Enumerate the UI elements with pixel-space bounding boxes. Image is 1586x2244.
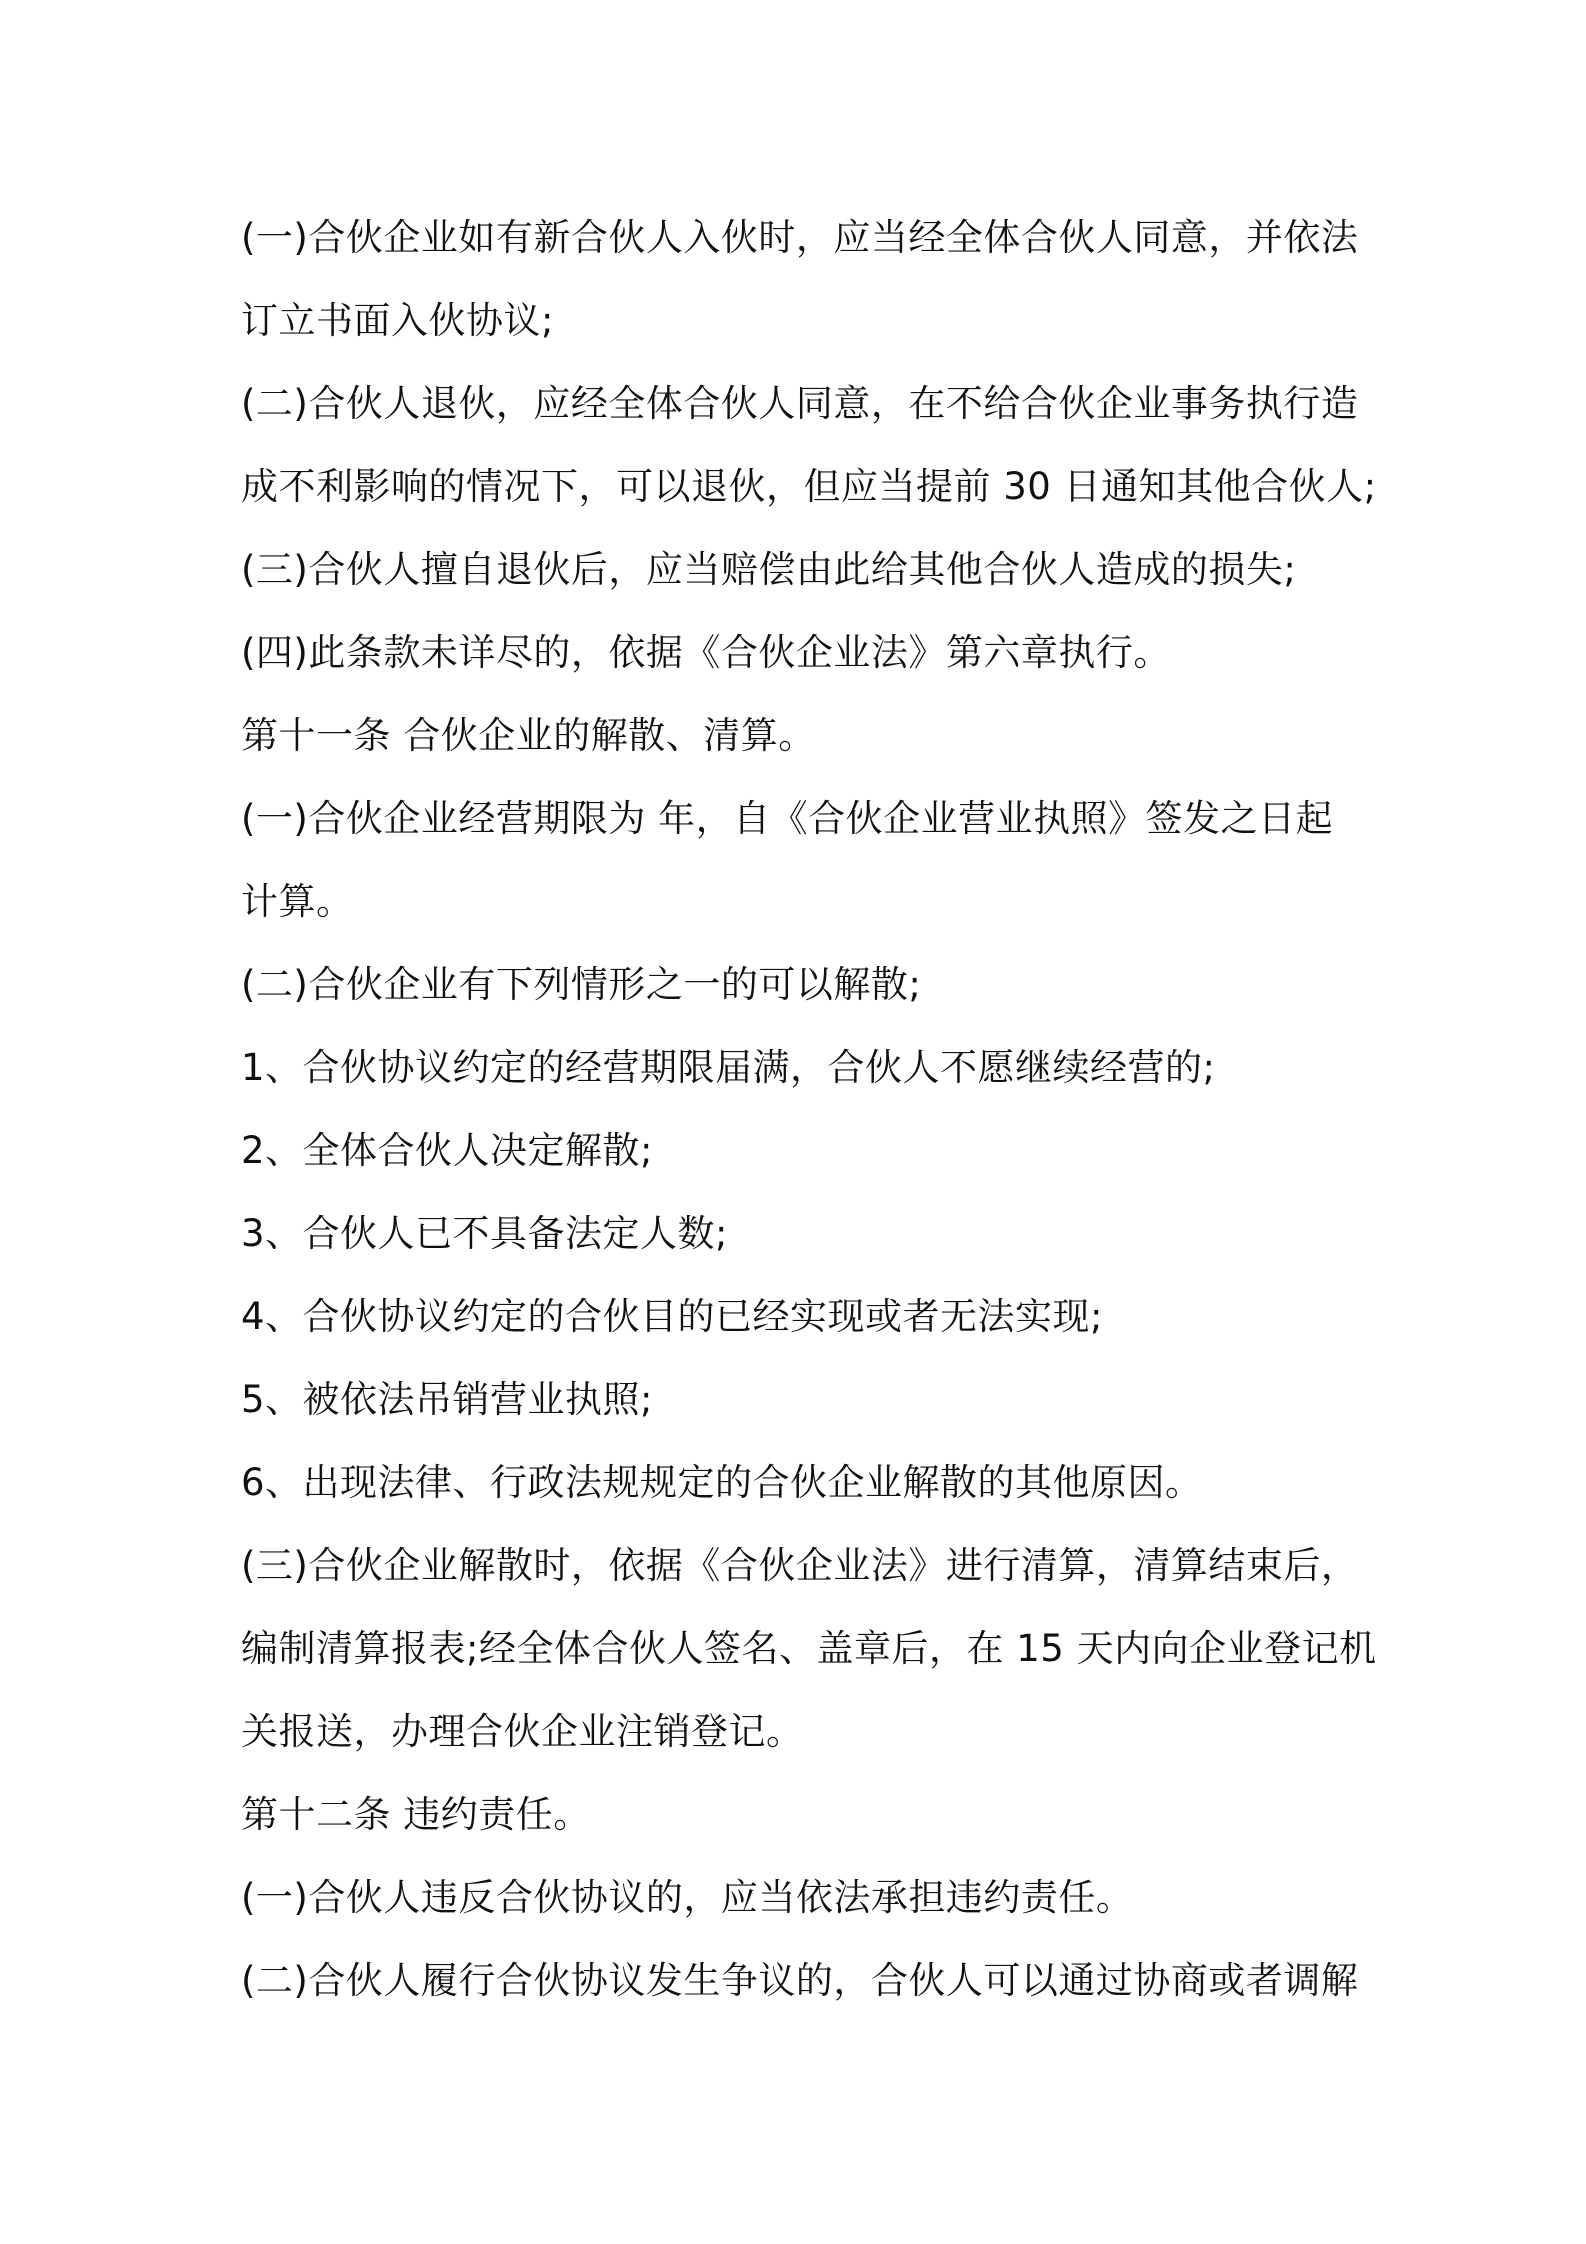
text-line: 关报送，办理合伙企业注销登记。 <box>241 1710 804 1753</box>
text-line: (二)合伙人退伙，应经全体合伙人同意，在不给合伙企业事务执行造 <box>241 382 1359 425</box>
text-line: 成不利影响的情况下，可以退伙，但应当提前 30 日通知其他合伙人; <box>241 465 1377 508</box>
text-line: (二)合伙人履行合伙协议发生争议的，合伙人可以通过协商或者调解 <box>241 1959 1359 2002</box>
text-line: (四)此条款未详尽的，依据《合伙企业法》第六章执行。 <box>241 631 1171 674</box>
text-line: (一)合伙人违反合伙协议的，应当依法承担违约责任。 <box>241 1876 1134 1919</box>
list-item: 6、出现法律、行政法规规定的合伙企业解散的其他原因。 <box>241 1461 1203 1504</box>
text-line: (三)合伙企业解散时，依据《合伙企业法》进行清算，清算结束后， <box>241 1544 1359 1587</box>
list-item: 5、被依法吊销营业执照; <box>241 1378 654 1421</box>
list-item: 2、全体合伙人决定解散; <box>241 1129 654 1172</box>
list-item: 3、合伙人已不具备法定人数; <box>241 1212 729 1255</box>
text-line: (一)合伙企业如有新合伙人入伙时，应当经全体合伙人同意，并依法 <box>241 216 1359 259</box>
text-line: (二)合伙企业有下列情形之一的可以解散; <box>241 963 922 1006</box>
section-heading: 第十一条 合伙企业的解散、清算。 <box>241 714 816 757</box>
section-heading: 第十二条 违约责任。 <box>241 1793 591 1836</box>
text-line: 编制清算报表;经全体合伙人签名、盖章后，在 15 天内向企业登记机 <box>241 1627 1377 1670</box>
text-line: 计算。 <box>241 880 354 923</box>
list-item: 4、合伙协议约定的合伙目的已经实现或者无法实现; <box>241 1295 1104 1338</box>
list-item: 1、合伙协议约定的经营期限届满，合伙人不愿继续经营的; <box>241 1046 1216 1089</box>
text-line: 订立书面入伙协议; <box>241 299 554 342</box>
document-body <box>241 196 1377 2022</box>
text-line: (三)合伙人擅自退伙后，应当赔偿由此给其他合伙人造成的损失; <box>241 548 1297 591</box>
text-line: (一)合伙企业经营期限为 年，自《合伙企业营业执照》签发之日起 <box>241 797 1334 840</box>
